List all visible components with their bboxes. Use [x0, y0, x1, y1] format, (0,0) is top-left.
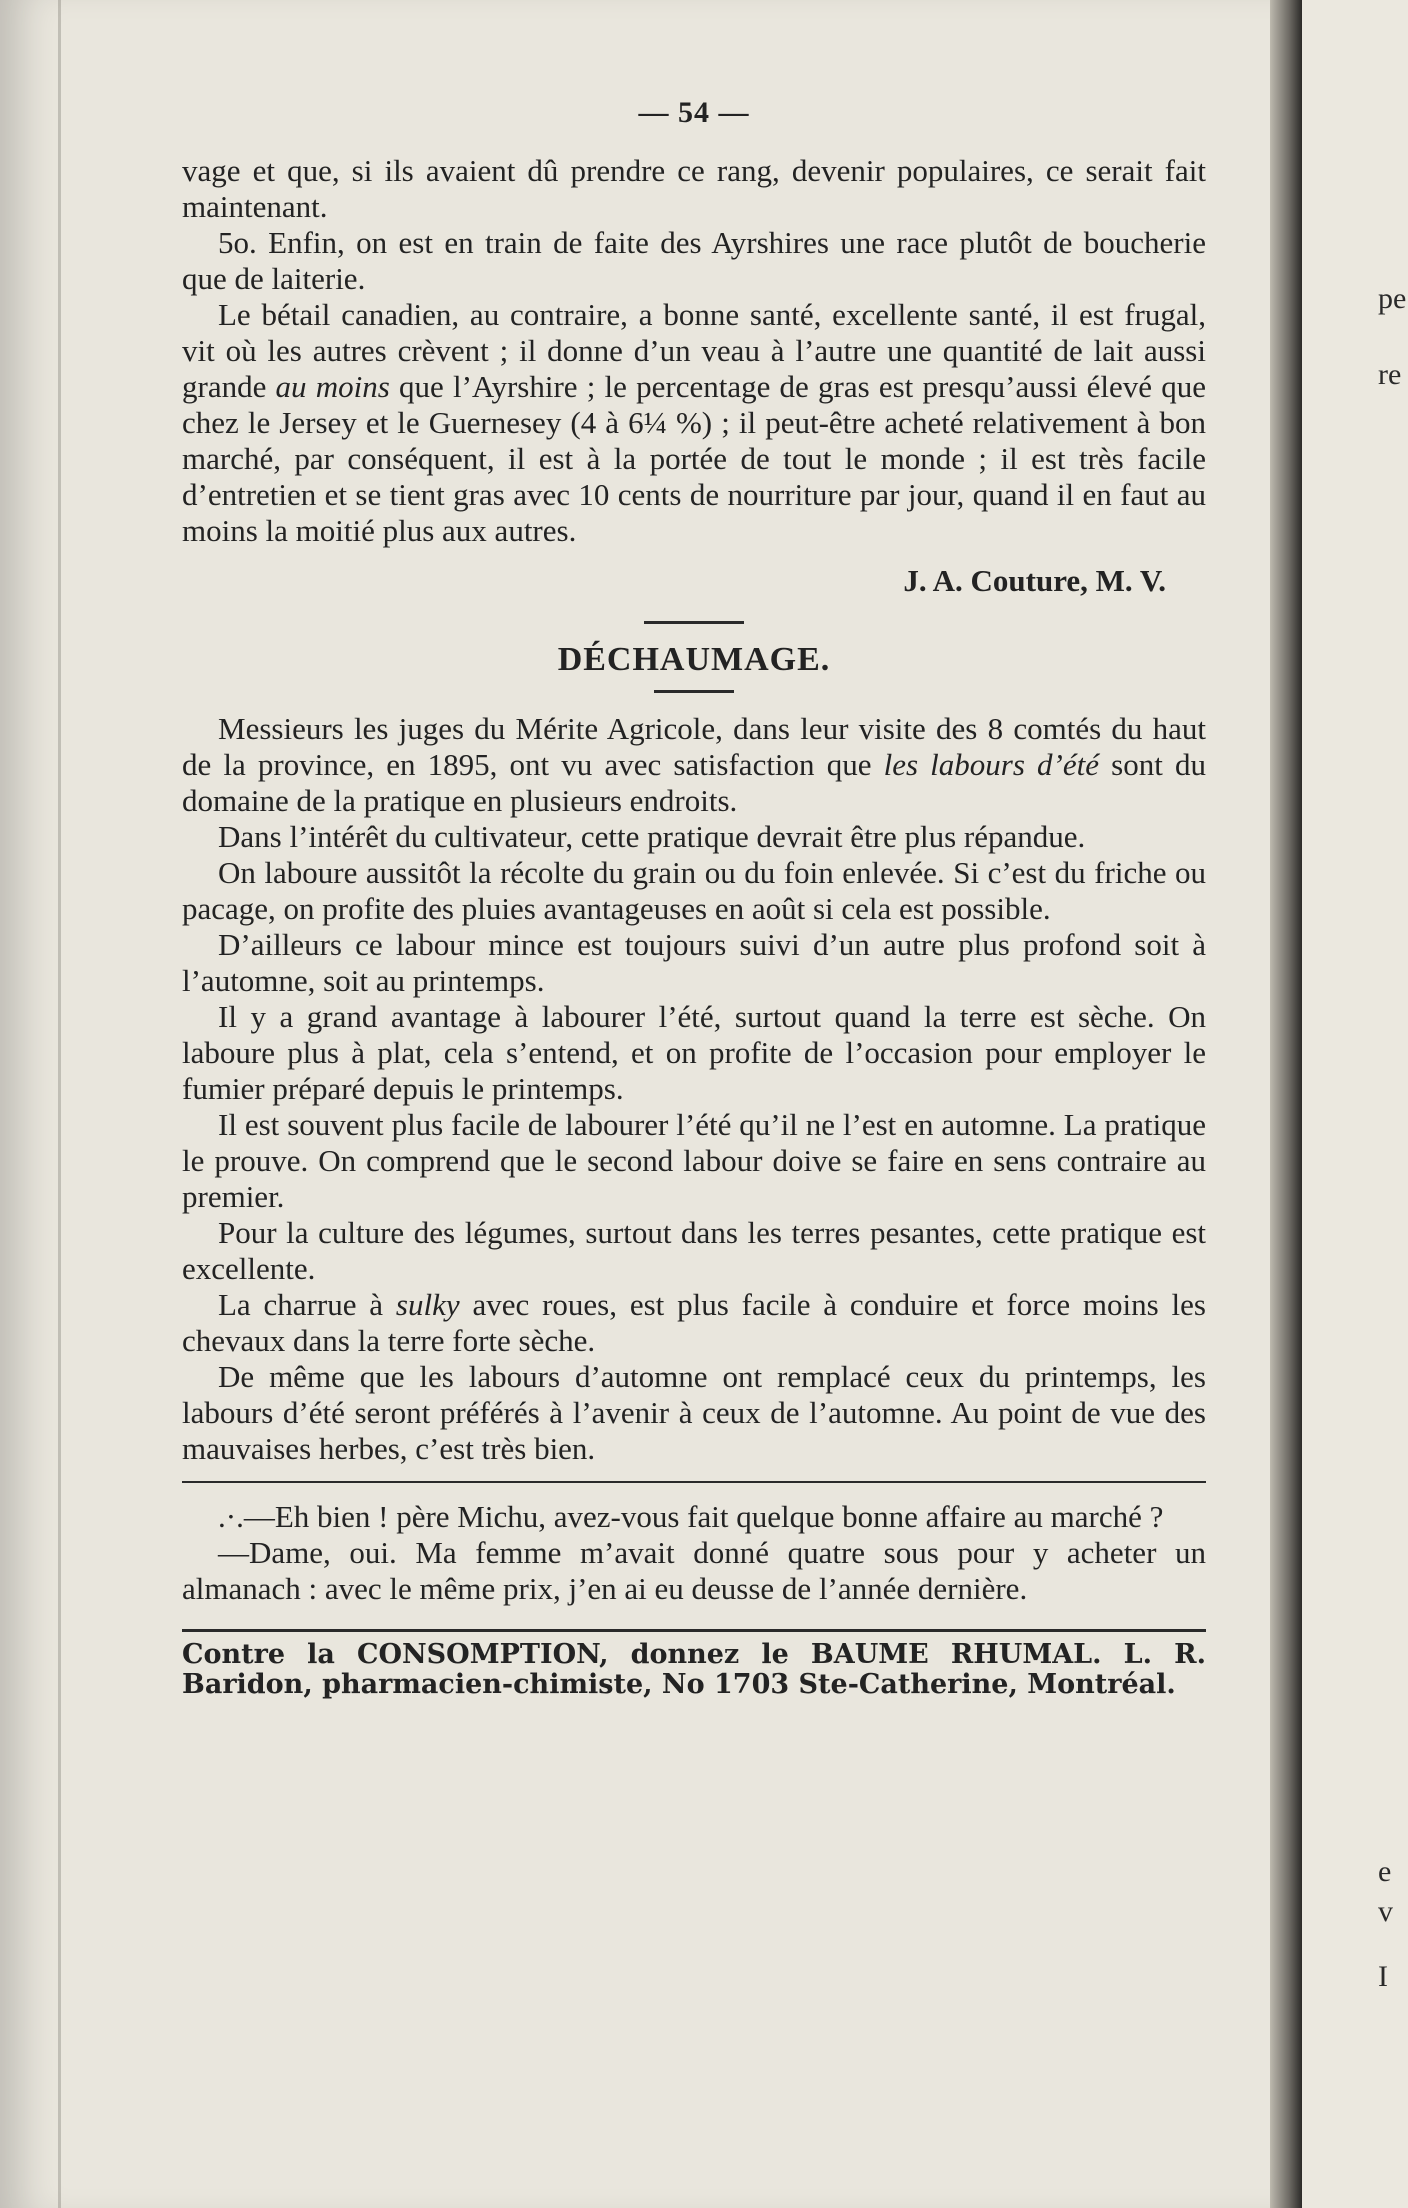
paragraph: On laboure aussitôt la récolte du grain ou du foin enlevée. Si c’est du friche ou pacage, on profite des pluies avantageuses en août si cela est possible.	[182, 855, 1206, 926]
adjacent-page	[1302, 0, 1408, 2208]
section-heading: DÉCHAUMAGE.	[557, 641, 831, 678]
paragraph: Dans l’intérêt du cultivateur, cette pratique devrait être plus répandue.	[218, 819, 1086, 854]
paragraph: La charrue à sulky avec roues, est plus facile à conduire et force moins les chevaux dans la terre forte sèche.	[182, 1287, 1206, 1358]
anecdote-line: —Dame, oui. Ma femme m’avait donné quatre sous pour y acheter un almanach : avec le même prix, j’en ai eu deusse de l’année dernière.	[182, 1535, 1206, 1606]
adjacent-page-fragment: v	[1378, 1895, 1393, 1928]
adjacent-page-fragment: e	[1378, 1855, 1392, 1888]
paragraph: Il y a grand avantage à labourer l’été, surtout quand la terre est sèche. On laboure plus à plat, cela s’entend, et on profite de l’occasion pour employer le fumier préparé depuis le printemps.	[182, 999, 1206, 1106]
paragraph: 5o. Enfin, on est en train de faite des Ayrshires une race plutôt de boucherie que de laiterie.	[182, 225, 1206, 296]
paragraph: De même que les labours d’automne ont remplacé ceux du printemps, les labours d’été seront préférés à l’avenir à ceux de l’automne. Au point de vue des mauvaises herbes, c’est très bien.	[182, 1359, 1206, 1466]
page-margin-shadow	[58, 0, 61, 2208]
emphasis-text: les labours d’été	[883, 747, 1100, 782]
paragraph: Messieurs les juges du Mérite Agricole, dans leur visite des 8 comtés du haut de la province, en 1895, ont vu avec satisfaction que les labours d’été sont du domaine de la pratique en plusieurs endroits.	[182, 711, 1206, 818]
adjacent-page-fragment: pe	[1378, 282, 1407, 315]
horizontal-rule	[182, 1481, 1206, 1483]
advertisement: Contre la CONSOMPTION, donnez le BAUME RHUMAL. L. R. Baridon, pharmacien-chimiste, No 1703 Ste-Catherine, Montréal.	[182, 1639, 1206, 1700]
paragraph: Le bétail canadien, au contraire, a bonne santé, excellente santé, il est frugal, vit où les autres crèvent ; il donne d’un veau à l’autre une quantité de lait aussi grande au moins que l’Ayrshire ; le percentage de gras est presqu’aussi élevé que chez le Jersey et le Guernesey (4 à 6¼ %) ; il peut-être acheté relativement à bon marché, par conséquent, il est à la portée de tout le monde ; il est très facile d’entretien et se tient gras avec 10 cents de nourriture par jour, quand il en faut au moins la moitié plus aux autres.	[182, 297, 1206, 548]
page-content	[182, 95, 1206, 1700]
paragraph: vage et que, si ils avaient dû prendre ce rang, devenir populaires, ce serait fait maintenant.	[182, 153, 1206, 224]
author-signature: J. A. Couture, M. V.	[903, 563, 1166, 598]
adjacent-page-fragment: re	[1378, 358, 1402, 391]
horizontal-rule	[182, 1629, 1206, 1632]
emphasis-text: au moins	[275, 369, 390, 404]
section-divider	[654, 690, 734, 693]
adjacent-page-fragment: I	[1378, 1960, 1388, 1993]
paragraph: Il est souvent plus facile de labourer l’été qu’il ne l’est en automne. La pratique le prouve. On comprend que le second labour doive se faire en sens contraire au premier.	[182, 1107, 1206, 1214]
section-divider	[644, 621, 744, 624]
page-number: — 54 —	[638, 96, 750, 129]
anecdote-line: .·.—Eh bien ! père Michu, avez-vous fait quelque bonne affaire au marché ?	[218, 1499, 1164, 1534]
paragraph: D’ailleurs ce labour mince est toujours suivi d’un autre plus profond soit à l’automne, soit au printemps.	[182, 927, 1206, 998]
book-gutter	[1270, 0, 1302, 2208]
emphasis-text: sulky	[395, 1287, 460, 1322]
paragraph: Pour la culture des légumes, surtout dans les terres pesantes, cette pratique est excellente.	[182, 1215, 1206, 1286]
